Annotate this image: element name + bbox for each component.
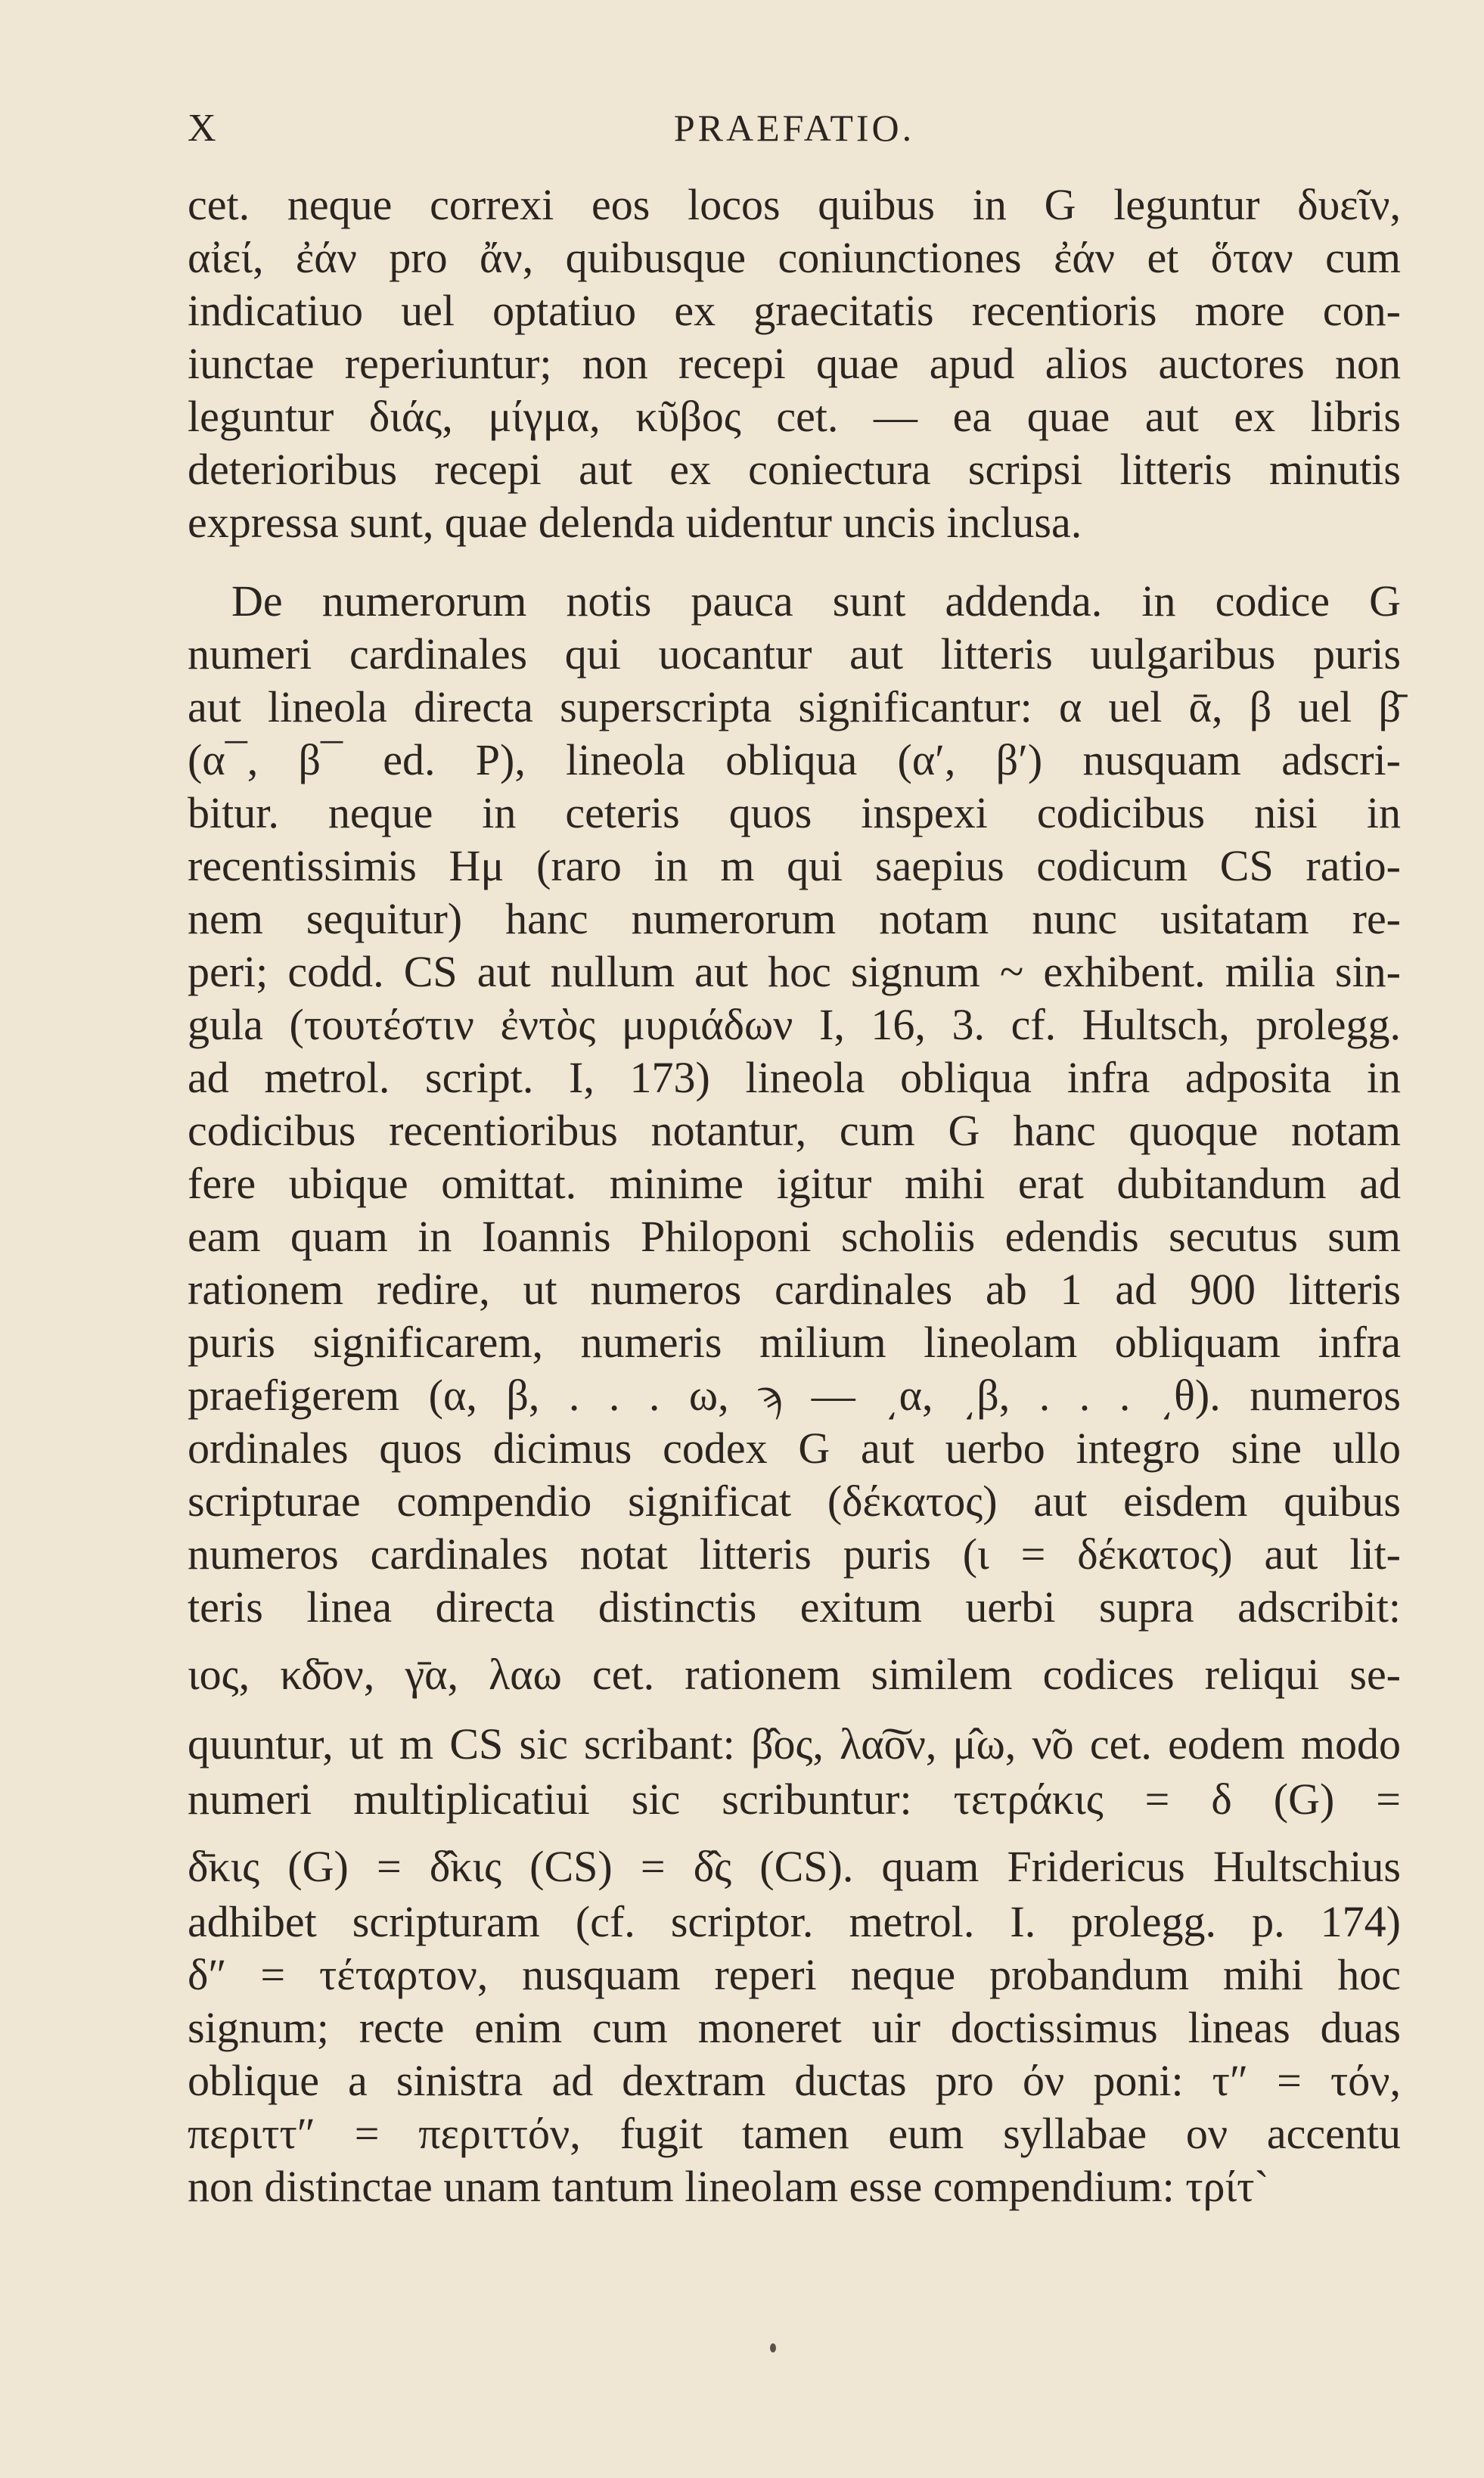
text-line: praefigerem (α, β, . . . ω, ϡ — ͵α, ͵β, . . . ͵θ). numeros	[188, 1371, 1401, 1420]
text-line: signum; recte enim cum moneret uir doctissimus lineas duas	[188, 2003, 1401, 2052]
text-line: scripturae compendio significat (δέκατος) aut eisdem quibus	[188, 1477, 1401, 1526]
text-line: (α¯, β¯ ed. P), lineola obliqua (α′, β′) nusquam adscri-	[188, 735, 1401, 784]
page-header	[188, 106, 1401, 159]
text-line: αἰεί, ἐάν pro ἄν, quibusque coniunctiones ἐάν et ὅταν cum	[188, 233, 1401, 282]
text-line: numeri multiplicatiui sic scribuntur: τετράκις = δ (G) =	[188, 1775, 1401, 1824]
text-line: eam quam in Ioannis Philoponi scholiis edendis secutus sum	[188, 1212, 1401, 1261]
text-line: leguntur διάς, μίγμα, κῦβος cet. — ea quae aut ex libris	[188, 392, 1401, 441]
text-line: fere ubique omittat. minime igitur mihi erat dubitandum ad	[188, 1159, 1401, 1208]
text-line: numeros cardinales notat litteris puris (ι = δέκατος) aut lit-	[188, 1529, 1401, 1579]
text-line: De numerorum notis pauca sunt addenda. in codice G	[231, 576, 1401, 626]
paragraph-1	[188, 179, 1401, 549]
paragraph-2	[188, 575, 1401, 2213]
text-line: expressa sunt, quae delenda uidentur uncis inclusa.	[188, 498, 1082, 547]
text-line: nem sequitur) hanc numerorum notam nunc usitatam re-	[188, 894, 1401, 943]
text-line: non distinctae unam tantum lineolam esse compendium: τρίτ`	[188, 2162, 1269, 2211]
text-line: cet. neque correxi eos locos quibus in G leguntur δυεῖν,	[188, 180, 1401, 229]
text-line: teris linea directa distinctis exitum uerbi supra adscribit:	[188, 1582, 1401, 1632]
text-line: rationem redire, ut numeros cardinales ab 1 ad 900 litteris	[188, 1265, 1401, 1314]
ink-speck	[770, 2343, 776, 2352]
page-number: X	[188, 107, 218, 150]
running-title: PRAEFATIO.	[673, 107, 915, 149]
text-line: deterioribus recepi aut ex coniectura scripsi litteris minutis	[188, 445, 1401, 494]
text-line: περιττ″ = περιττόν, fugit tamen eum syllabae ον accentu	[188, 2109, 1401, 2158]
text-line: ordinales quos dicimus codex G aut uerbo integro sine ullo	[188, 1424, 1401, 1473]
text-line: ιος, κδ̄ον, γ̄α, λαω cet. rationem similem codices reliqui se-	[188, 1650, 1401, 1699]
text-line: ad metrol. script. I, 173) lineola obliqua infra adposita in	[188, 1053, 1401, 1102]
text-line: puris significarem, numeris milium lineolam obliquam infra	[188, 1318, 1401, 1367]
text-line: aut lineola directa superscripta significantur: α uel ᾱ, β uel β̄	[188, 682, 1401, 731]
text-line: peri; codd. CS aut nullum aut hoc signum ~ exhibent. milia sin-	[188, 947, 1401, 996]
text-line: recentissimis Hμ (raro in m qui saepius codicum CS ratio-	[188, 841, 1401, 890]
text-line: δ̄κις (G) = δ̂κις (CS) = δ̂ς (CS). quam Fridericus Hultschius	[188, 1842, 1401, 1891]
text-line: numeri cardinales qui uocantur aut litteris uulgaribus puris	[188, 629, 1401, 678]
text-line: quuntur, ut m CS sic scribant: β̂ος, λα͠ον, μ̂ω, ν̃ο cet. eodem modo	[188, 1719, 1401, 1768]
text-line: indicatiuo uel optatiuo ex graecitatis recentioris more con-	[188, 286, 1401, 335]
text-line: δ″ = τέταρτον, nusquam reperi neque probandum mihi hoc	[188, 1950, 1401, 1999]
text-body	[188, 179, 1401, 2213]
text-line: oblique a sinistra ad dextram ductas pro όν poni: τ″ = τόν,	[188, 2056, 1401, 2105]
text-line: codicibus recentioribus notantur, cum G hanc quoque notam	[188, 1106, 1401, 1155]
text-line: iunctae reperiuntur; non recepi quae apud alios auctores non	[188, 339, 1401, 388]
text-line: adhibet scripturam (cf. scriptor. metrol. I. prolegg. p. 174)	[188, 1897, 1401, 1946]
text-line: bitur. neque in ceteris quos inspexi codicibus nisi in	[188, 788, 1401, 837]
text-line: gula (τουτέστιν ἐντὸς μυριάδων I, 16, 3. cf. Hultsch, prolegg.	[188, 1000, 1401, 1049]
